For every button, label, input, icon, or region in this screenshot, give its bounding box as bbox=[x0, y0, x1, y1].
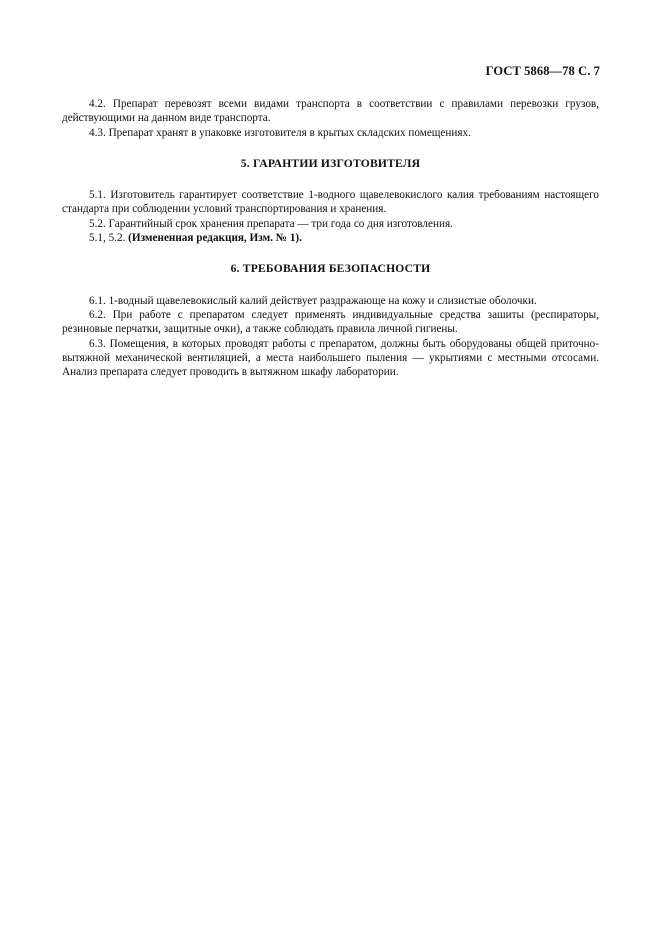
amendment-ref: 5.1, 5.2. bbox=[89, 232, 129, 245]
section-6-title: 6. ТРЕБОВАНИЯ БЕЗОПАСНОСТИ bbox=[230, 262, 431, 276]
paragraph-5-amendment bbox=[62, 231, 599, 245]
section-5-title: 5. ГАРАНТИИ ИЗГОТОВИТЕЛЯ bbox=[240, 156, 421, 170]
page-header-doc-ref: ГОСТ 5868—78 С. 7 bbox=[485, 64, 600, 78]
paragraph-6-2: 6.2. При работе с препаратом следует применять индивидуальные средства зашиты (респираторы, резиновые перчатки, защитные очки), а также соблюдать правила личной гигиены. bbox=[62, 308, 599, 336]
paragraph-6-1: 6.1. 1-водный щавелевокислый калий действует раздражающе на кожу и слизистые оболочки. bbox=[89, 294, 537, 307]
document-body bbox=[62, 97, 599, 379]
paragraph-5-1: 5.1. Изготовитель гарантирует соответствие 1-водного щавелевокислого калия требованиям настоящего стандарта при соблюдении условий транспортирования и хранения. bbox=[62, 189, 599, 216]
paragraph-6-3: 6.3. Помещения, в которых проводят работы с препаратом, должны быть оборудованы общей приточно-вытяжной механической вентиляцией, а места наибольшего пыления — укрытиями с местными отсосами. Анализ препарата следует проводить в вытяжном шкафу лаборатории. bbox=[62, 337, 599, 379]
paragraph-4-2: 4.2. Препарат перевозят всеми видами транспорта в соответствии с правилами перевозки грузов, действующими на данном виде транспорта. bbox=[62, 98, 599, 125]
paragraph-5-2: 5.2. Гарантийный срок хранения препарата — три года со дня изготовления. bbox=[89, 217, 453, 230]
amendment-note: (Измененная редакция, Изм. № 1). bbox=[128, 232, 302, 245]
paragraph-4-3: 4.3. Препарат хранят в упаковке изготовителя в крытых складских помещениях. bbox=[89, 126, 471, 139]
